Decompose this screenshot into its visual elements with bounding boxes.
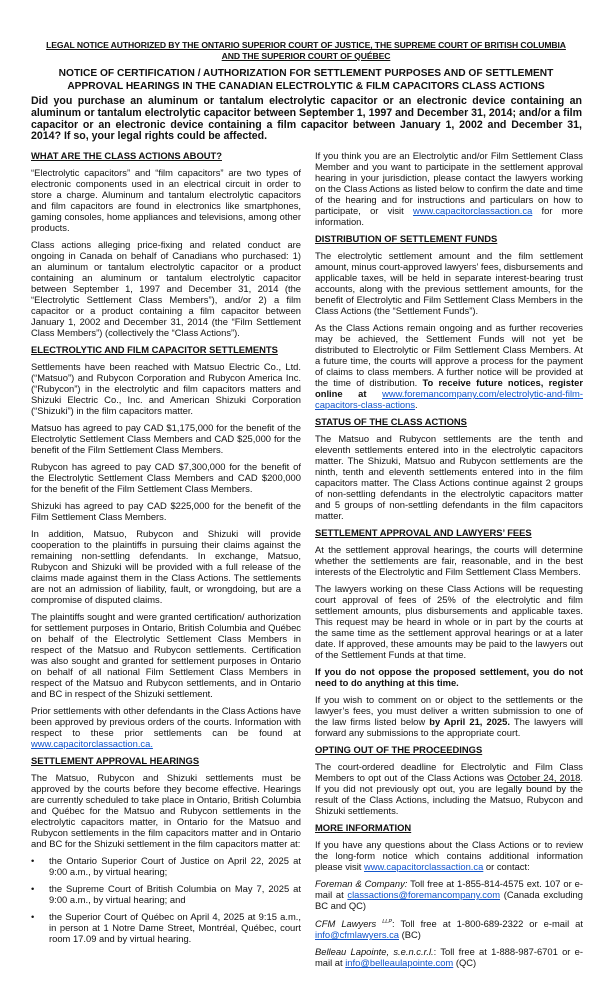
opt-out-text: The court-ordered deadline for Electrolytic and Film Class Members to opt out of the Class Actions was xyxy=(315,761,583,783)
distribution-paragraph-1: The electrolytic settlement amount and the film settlement amount, minus court-approved lawyers’ fees, disbursements and applicable taxes, will be held in separate interest-bearing trust accounts, along with the previous settlement amounts, for the benefit of Electrolytic and Film Settlement Class Members in the Class Actions (the “Settlement Funds”). xyxy=(315,250,584,316)
contact-region: (QC) xyxy=(453,957,477,969)
court-authorization-header: LEGAL NOTICE AUTHORIZED BY THE ONTARIO SUPERIOR COURT OF JUSTICE, THE SUPREME COURT OF BRITISH COLUMBIA AND THE SUPERIOR COURT OF QUÉBEC xyxy=(46,40,566,61)
capacitor-class-action-link[interactable]: www.capacitorclassaction.ca xyxy=(412,205,533,216)
foreman-email-link[interactable]: classactions@foremancompany.com xyxy=(347,889,501,900)
hearing-item-text: the Superior Court of Québec on April 4, 2025 at 9:15 a.m., in person at 1 Notre Dame Street, Montréal, Québec, court room 17.09 and by virtual hearing. xyxy=(49,911,301,944)
shizuki-payment-paragraph: Shizuki has agreed to pay CAD $225,000 for the benefit of the Film Settlement Class Members. xyxy=(31,500,301,522)
bullet-icon: • xyxy=(31,883,35,894)
bullet-icon: • xyxy=(31,855,35,866)
register-online-callout: To receive future notices, register online at xyxy=(315,377,583,399)
heading-status: STATUS OF THE CLASS ACTIONS xyxy=(315,416,467,427)
more-info-paragraph xyxy=(315,839,583,872)
hearing-item-ontario xyxy=(31,855,301,877)
heading-distribution: DISTRIBUTION OF SETTLEMENT FUNDS xyxy=(315,233,498,244)
hearing-item-british-columbia xyxy=(31,883,301,905)
contact-details: : Toll free at 1-888-987-6701 or e-mail at xyxy=(315,946,583,969)
cfm-email-link[interactable]: info@cfmlawyers.ca xyxy=(315,929,400,941)
contact-firm-name: Belleau Lapointe, s.e.n.c.r.l. xyxy=(315,946,434,958)
heading-settlements: ELECTROLYTIC AND FILM CAPACITOR SETTLEMENTS xyxy=(31,344,278,355)
prior-settlements-paragraph xyxy=(31,705,301,749)
more-info-text: If you have any questions about the Class Actions or to review the long-form notice which contains additional information please visit xyxy=(315,839,583,872)
cooperation-paragraph: In addition, Matsuo, Rubycon and Shizuki will provide cooperation to the plaintiffs in pursuing their claims against the remaining non-settling defendants. In exchange, Matsuo, Rubycon and Shizuki will be provided with a full release of the claims made against them in the Class Actions. The settlements are not an admission of liability, fault, or wrongdoing, but are a compromise of disputed claims. xyxy=(31,528,301,605)
contact-region: (BC) xyxy=(399,929,421,941)
objection-paragraph xyxy=(315,694,583,738)
hearing-item-text: the Supreme Court of British Columbia on May 7, 2025 at 9:00 a.m., by virtual hearing; and xyxy=(49,883,301,905)
belleau-email-link[interactable]: info@belleaulapointe.com xyxy=(345,957,454,969)
objection-deadline: by April 21, 2025. xyxy=(429,716,510,727)
heading-more-info: MORE INFORMATION xyxy=(315,822,412,833)
contact-details: Toll free at 1-855-814-4575 ext. 107 or e-mail at xyxy=(315,878,583,900)
heading-hearings: SETTLEMENT APPROVAL HEARINGS xyxy=(31,755,200,766)
heading-opt-out: OPTING OUT OF THE PROCEEDINGS xyxy=(315,744,483,755)
left-column xyxy=(31,150,301,950)
notice-title-line-2: APPROVAL HEARINGS IN THE CANADIAN ELECTROLYTIC & FILM CAPACITORS CLASS ACTIONS xyxy=(67,80,545,92)
contact-firm-name: CFM Lawyers xyxy=(315,918,383,930)
about-paragraph-2: Class actions alleging price-fixing and related conduct are ongoing in Canada on behalf of Canadians who purchased: 1) an aluminum or tantalum electrolytic capacitor or a product containing an aluminum or tantalum electrolytic capacitor between September 1, 1997 and December 31, 2014 (the “Electrolytic Settlement Class Members”), and/or 2) a film capacitor or a product containing a film capacitor between January 1, 2002 and December 31, 2014 (the “Film Settlement Class Members”) (collectively the “Class Actions”). xyxy=(31,239,301,338)
fees-paragraph-1: At the settlement approval hearings, the courts will determine whether the settlements are fair, reasonable, and in the best interests of the Electrolytic and Film Settlement Class Members. xyxy=(315,544,583,577)
participate-text: If you think you are an Electrolytic and/or Film Settlement Class Member and you want to participate in the settlement approval hearing in your jurisdiction, please contact the lawyers working on the Class Actions as listed below to confirm the date and time of the hearing and for instructions and particulars on how to participate, or visit xyxy=(315,150,583,216)
opt-out-deadline: October 24, 2018 xyxy=(506,772,581,783)
contact-cfm xyxy=(315,917,583,940)
hearing-item-text: the Ontario Superior Court of Justice on April 22, 2025 at 9:00 a.m., by virtual hearing; xyxy=(49,855,301,877)
heading-about: WHAT ARE THE CLASS ACTIONS ABOUT? xyxy=(31,150,222,161)
more-info-text-end: or contact: xyxy=(483,861,530,872)
rubycon-payment-paragraph: Rubycon has agreed to pay CAD $7,300,000 for the benefit of the Electrolytic Settlement Class Members and CAD $200,000 for the benefit of the Film Settlement Class Members. xyxy=(31,461,301,494)
distribution-text: As the Class Actions remain ongoing and as further recoveries may be achieved, the Settlement Funds will not yet be distributed to Electrolytic or Film Settlement Class Members. At a future time, the courts will approve a process for the payment of claims to class members. A further notice will be provided at the time of distribution. xyxy=(315,322,583,388)
about-paragraph-1: “Electrolytic capacitors” and “film capacitors” are two types of electronic components used in an electrical circuit in order to store a charge. Aluminum and tantalum electrolytic capacitors and film capacitors are found in electronics like smartphones, gaming consoles, home appliances and televisions, among other products. xyxy=(31,167,301,233)
contact-belleau xyxy=(315,946,583,968)
settlements-paragraph-1: Settlements have been reached with Matsuo Electric Co., Ltd. (“Matsuo”) and Rubycon Corporation and Rubycon America Inc. (“Rubycon”) in the electrolytic and film capacitors matters and Shizuki Electric Co., Inc. and American Shizuki Corporation (“Shizuki”) in the film capacitors matter. xyxy=(31,361,301,416)
contact-firm-suffix: LLP xyxy=(382,919,393,925)
status-paragraph: The Matsuo and Rubycon settlements are the tenth and eleventh settlements entered into in the electrolytic capacitors matter. The Shizuki, Matsuo and Rubycon settlements are the ninth, tenth and eleventh settlements entered into in the film capacitors matter. The Class Actions continue against 2 groups of non-settling defendants in the electrolytic capacitors matter and 5 groups of non-settling defendants in the film capacitors matter. xyxy=(315,433,583,521)
fees-paragraph-2: The lawyers working on these Class Actions will be requesting court approval of fees of 25% of the electrolytic and film settlement amounts, plus disbursements and applicable taxes. This request may be heard in whole or in part by the courts at the same time as the settlement approval hearings or at a later date. If approved, these amounts may be paid to the lawyers out of the Settlement Funds at that time. xyxy=(315,583,583,660)
contact-region: (Canada excluding BC and QC) xyxy=(315,889,583,911)
hearings-list xyxy=(31,855,301,944)
hearings-paragraph-1: The Matsuo, Rubycon and Shizuki settlements must be approved by the courts before they become effective. Hearings are currently scheduled to take place in Ontario, British Columbia and Québec for the Matsuo and Rubycon settlements in the electrolytic capacitors matter, in Ontario for the Matsuo and Rubycon settlements in the film capacitors matter and in Ontario and BC for the Shizuki settlement in the film capacitors matter at: xyxy=(31,772,301,849)
right-column xyxy=(315,150,583,974)
lead-question: Did you purchase an aluminum or tantalum electrolytic capacitor or an electronic device containing an aluminum or tantalum electrolytic capacitor between September 1, 1997 and December 31, 2014; and/or a film capacitor or an electronic device containing a film capacitor between January 1, 2002 and December 31, 2014? If so, your legal rights could be affected. xyxy=(31,95,582,143)
notice-title-line-1: NOTICE OF CERTIFICATION / AUTHORIZATION FOR SETTLEMENT PURPOSES AND OF SETTLEMENT xyxy=(58,68,554,79)
objection-text: If you wish to comment on or object to the settlements or the lawyer’s fees, you must deliver a written submission to one of the law firms listed below xyxy=(315,694,583,727)
opt-out-paragraph xyxy=(315,761,583,816)
participate-text-end: for more information. xyxy=(315,205,584,227)
foreman-registration-link[interactable]: www.foremancompany.com/electrolytic-and-film-capacitors-class-actions xyxy=(315,388,583,410)
capacitor-class-action-link[interactable]: www.capacitorclassaction.ca xyxy=(363,861,484,872)
bullet-icon: • xyxy=(31,911,35,922)
heading-fees: SETTLEMENT APPROVAL AND LAWYERS’ FEES xyxy=(315,527,532,538)
no-action-needed-notice: If you do not oppose the proposed settlement, you do not need to do anything at this time. xyxy=(315,666,583,688)
contact-details: : Toll free at 1-800-689-2322 or e-mail at xyxy=(392,918,583,930)
certification-paragraph: The plaintiffs sought and were granted certification/ authorization for settlement purposes in Ontario, British Columbia and Québec on behalf of the Electrolytic Settlement Class Members in respect of the Matsuo and Rubycon settlements. Certification was also sought and granted for settlement purposes in Ontario on behalf of all national Film Settlement Class Members in respect of the Matsuo and Rubycon settlements, and in Ontario and BC in respect of the Shizuki settlement. xyxy=(31,611,301,699)
distribution-paragraph-2 xyxy=(315,322,583,410)
participate-paragraph xyxy=(315,150,583,227)
distribution-text-end: . xyxy=(415,399,418,410)
notice-title xyxy=(40,68,572,93)
capacitor-class-action-link[interactable]: www.capacitorclassaction.ca. xyxy=(31,738,153,749)
prior-settlements-text: Prior settlements with other defendants in the Class Actions have been approved by previous orders of the courts. Information with respect to these prior settlements can be found at xyxy=(31,705,301,738)
contact-firm-name: Foreman & Company: xyxy=(315,878,408,889)
objection-text-end: The lawyers will forward any submissions to the appropriate court. xyxy=(315,716,583,738)
opt-out-text-end: . If you did not previously opt out, you are legally bound by the result of the Class Actions, including the Matsuo, Rubycon and Shizuki settlements. xyxy=(315,772,583,816)
hearing-item-quebec xyxy=(31,911,301,944)
contact-foreman xyxy=(315,878,583,911)
matsuo-payment-paragraph: Matsuo has agreed to pay CAD $1,175,000 for the benefit of the Electrolytic Settlement Class Members and CAD $25,000 for the benefit of the Film Settlement Class Members. xyxy=(31,422,301,455)
